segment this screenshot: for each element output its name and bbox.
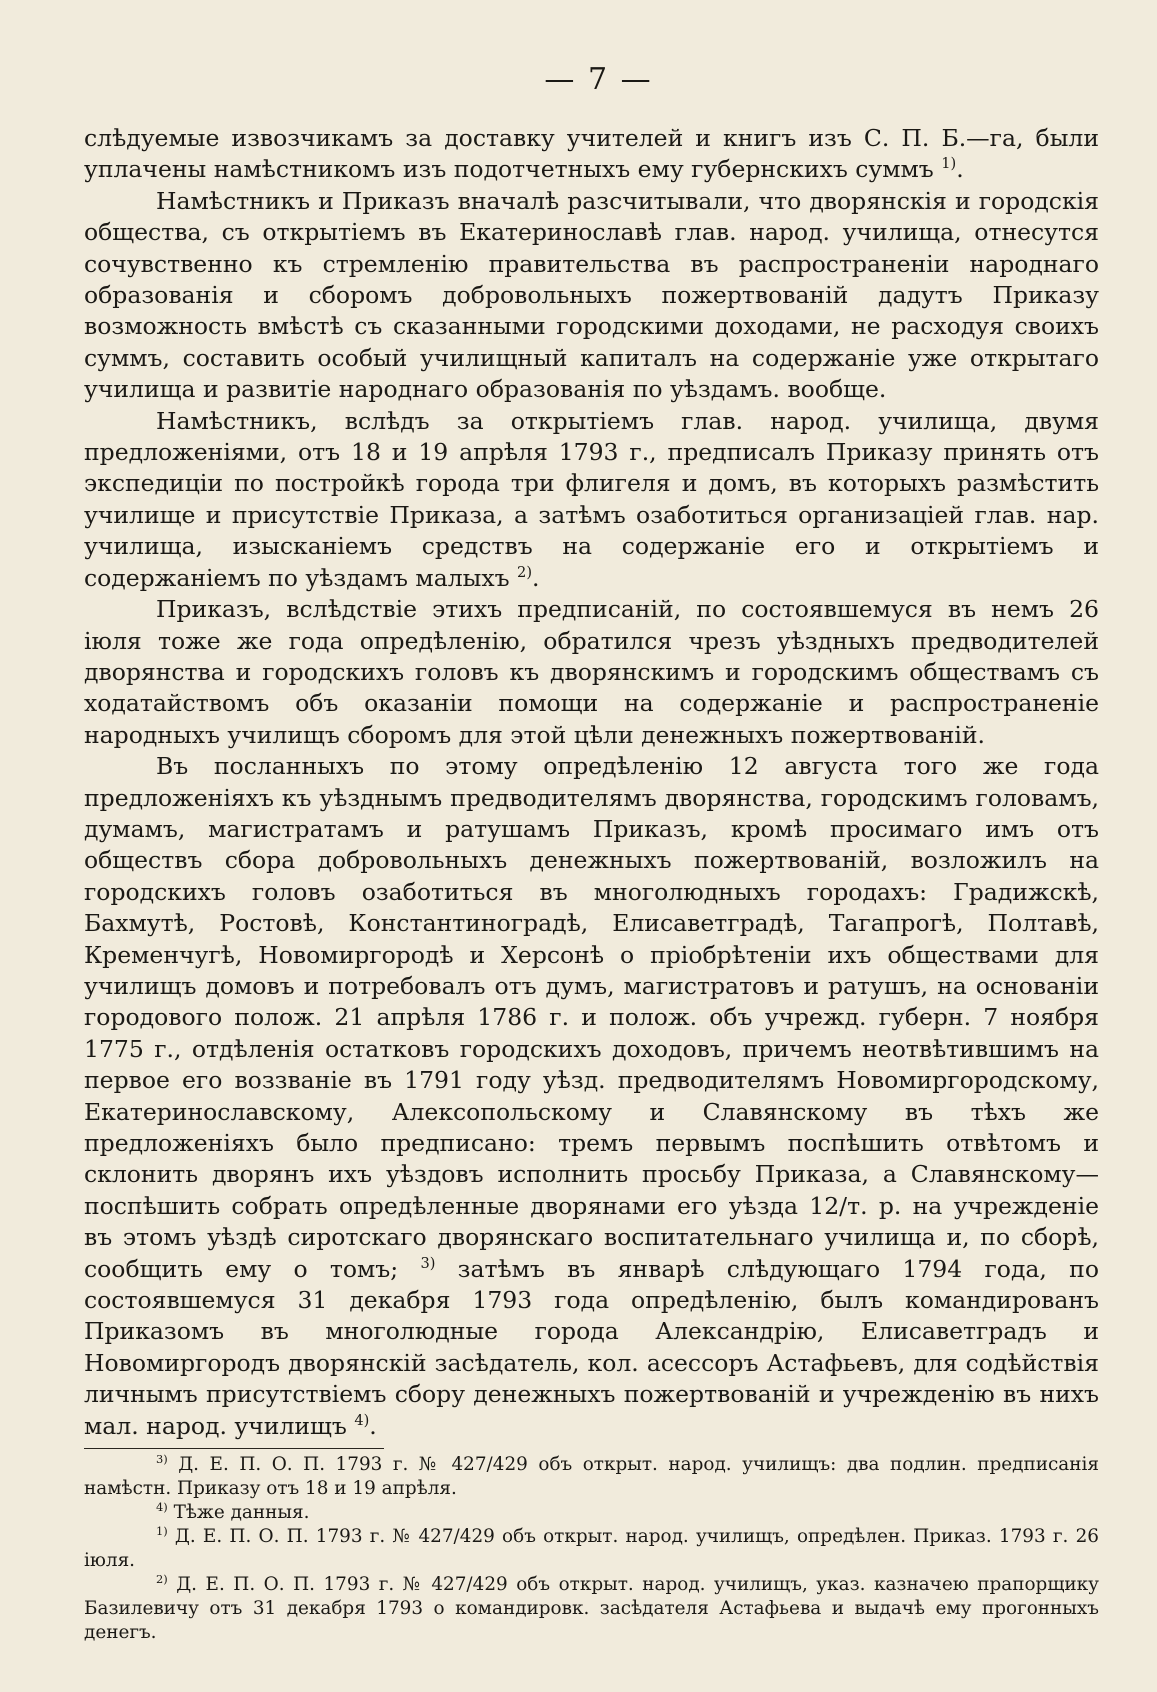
paragraph-1: слѣдуемые извозчикамъ за доставку учителей и книгъ изъ С. П. Б.—га, были уплачены намѣстникомъ изъ подотчетныхъ ему губернскихъ суммъ $^{1)}$.: [84, 124, 1099, 184]
paragraph-1-text: слѣдуемые извозчикамъ за доставку учителей и книгъ изъ С. П. Б.—га, были уплачены намѣстникомъ изъ подотчетныхъ ему губернскихъ суммъ: [84, 124, 1099, 184]
footnote-text: Д. Е. П. О. П. 1793 г. № 427/429 объ открыт. народ. училищъ: два подлин. предписанія намѣстн. Приказу отъ 18 и 19 апрѣля.: [84, 1454, 1099, 1500]
footnote-divider: [84, 1448, 384, 1449]
footnote: [84, 1525, 1099, 1573]
footnote: [84, 1453, 1099, 1501]
footnote-text: Д. Е. П. О. П. 1793 г. № 427/429 объ открыт. народ. училищъ, указ. казначею прапорщику Базилевичу отъ 31 декабря 1793 о командировк. засѣдателя Астафьева и выдачѣ ему прогонныхъ денегъ.: [84, 1574, 1099, 1644]
paragraph-3: Намѣстникъ, вслѣдъ за открытіемъ глав. народ. училища, двумя предложеніями, отъ 18 и 19 апрѣля 1793 г., предписалъ Приказу принять отъ экспедиціи по постройкѣ города три флигеля и домъ, въ которыхъ размѣстить училище и присутствіе Приказа, а затѣмъ озаботиться организаціей глав. нар. училища, изысканіемъ средствъ на содержаніе его и открытіемъ и содержаніемъ по уѣздамъ малыхъ $^{2)}$.: [84, 406, 1099, 592]
footnote-ref-1: 1): [941, 155, 957, 173]
footnote-mark: 3): [156, 1451, 168, 1466]
footnote: [84, 1501, 1099, 1525]
page-number: — 7 —: [544, 62, 653, 97]
paragraph-3-text: Намѣстникъ, вслѣдъ за открытіемъ глав. народ. училища, двумя предложеніями, отъ 18 и 19 апрѣля 1793 г., предписалъ Приказу принять отъ экспедиціи по постройкѣ города три флигеля и домъ, въ которыхъ размѣстить училище и присутствіе Приказа, а затѣмъ озаботиться организаціей глав. нар. училища, изысканіемъ средствъ на содержаніе его и открытіемъ и содержаніемъ по уѣздамъ малыхъ: [84, 406, 1099, 592]
paragraph-5: Въ посланныхъ по этому опредѣленію 12 августа того же года предложеніяхъ къ уѣзднымъ предводителямъ дворянства, городскимъ головамъ, думамъ, магистратамъ и ратушамъ Приказъ, кромѣ просимаго имъ отъ обществъ сбора добровольныхъ денежныхъ пожертвованій, возложилъ на городскихъ головъ озаботиться въ многолюдныхъ городахъ: Градижскѣ, Бахмутѣ, Ростовѣ, Константиноградѣ, Елисаветградѣ, Тагапрогѣ, Полтавѣ, Кременчугѣ, Новомиргородѣ и Херсонѣ о пріобрѣтеніи ихъ обществами для училищъ домовъ и потребовалъ отъ думъ, магистратовъ и ратушъ, на основаніи городового полож. 21 апрѣля 1786 г. и полож. объ учрежд. губерн. 7 ноября 1775 г., отдѣленія остатковъ городскихъ доходовъ, причемъ неотвѣтившимъ на первое его воззваніе въ 1791 году уѣзд. предводителямъ Новомиргородскому, Екатеринославскому, Алексопольскому и Славянскому въ тѣхъ же предложеніяхъ было предписано: тремъ первымъ поспѣшить отвѣтомъ и склонить дворянъ ихъ уѣздовъ исполнить просьбу Приказа, а Славянскому—поспѣшить собрать опредѣленные дворянами его уѣзда 12/т. р. на учрежденіе въ этомъ уѣздѣ сиротскаго дворянскаго воспитательнаго училища и, по сборѣ, сообщить ему о томъ; $^{3)}$ затѣмъ въ январѣ слѣдующаго 1794 года, по состоявшемуся 31 декабря 1793 года опредѣленію, былъ командированъ Приказомъ въ многолюдные города Александрію, Елисаветградъ и Новомиргородъ дворянскій засѣдатель, кол. асессоръ Астафьевъ, для содѣйствія личнымъ присутствіемъ сбору денежныхъ пожертвованій и учрежденію въ нихъ мал. народ. училищъ $^{4)}$.: [84, 752, 1099, 1440]
footnote-mark: 2): [156, 1571, 168, 1586]
footnote-text: Тѣже данныя.: [173, 1502, 310, 1524]
footnote-ref-3: 3): [420, 1254, 436, 1272]
footnote-text: Д. Е. П. О. П. 1793 г. № 427/429 объ открыт. народ. училищъ, опредѣлен. Приказ. 1793 г. 26 іюля.: [84, 1526, 1099, 1572]
paragraph-4: Приказъ, вслѣдствіе этихъ предписаній, по состоявшемуся въ немъ 26 іюля тоже же года опредѣленію, обратился чрезъ уѣздныхъ предводителей дворянства и городскихъ головъ къ дворянскимъ и городскимъ обществамъ съ ходатайствомъ объ оказаніи помощи на содержаніе и распространеніе народныхъ училищъ сборомъ для этой цѣли денежныхъ пожертвованій.: [84, 595, 1099, 749]
footnotes: [84, 1453, 1099, 1645]
footnote-ref-4: 4): [354, 1411, 370, 1429]
paragraph-5-continuation: затѣмъ въ январѣ слѣдующаго 1794 года, по состоявшемуся 31 декабря 1793 года опредѣленію, былъ командированъ Приказомъ въ многолюдные города Александрію, Елисаветградъ и Новомиргородъ дворянскій засѣдатель, кол. асессоръ Астафьевъ, для содѣйствія личнымъ присутствіемъ сбору денежныхъ пожертвованій и учрежденію въ нихъ мал. народ. училищъ: [84, 1254, 1099, 1440]
body-text: [84, 123, 1099, 1442]
footnote: [84, 1573, 1099, 1645]
paragraph-2: Намѣстникъ и Приказъ вначалѣ разсчитывали, что дворянскія и городскія общества, съ открытіемъ въ Екатеринославѣ глав. народ. училища, отнесутся сочувственно къ стремленію правительства въ распространеніи народнаго образованія и сборомъ добровольныхъ пожертвованій дадутъ Приказу возможность вмѣстѣ съ сказанными городскими доходами, не расходуя своихъ суммъ, составить особый училищный капиталъ на содержаніе уже открытаго училища и развитіе народнаго образованія по уѣздамъ. вообще.: [84, 186, 1099, 404]
footnote-mark: 4): [156, 1499, 168, 1514]
paragraph-5-text: Въ посланныхъ по этому опредѣленію 12 августа того же года предложеніяхъ къ уѣзднымъ предводителямъ дворянства, городскимъ головамъ, думамъ, магистратамъ и ратушамъ Приказъ, кромѣ просимаго имъ отъ обществъ сбора добровольныхъ денежныхъ пожертвованій, возложилъ на городскихъ головъ озаботиться въ многолюдныхъ городахъ: Градижскѣ, Бахмутѣ, Ростовѣ, Константиноградѣ, Елисаветградѣ, Тагапрогѣ, Полтавѣ, Кременчугѣ, Новомиргородѣ и Херсонѣ о пріобрѣтеніи ихъ обществами для училищъ домовъ и потребовалъ отъ думъ, магистратовъ и ратушъ, на основаніи городового полож. 21 апрѣля 1786 г. и полож. объ учрежд. губерн. 7 ноября 1775 г., отдѣленія остатковъ городскихъ доходовъ, причемъ неотвѣтившимъ на первое его воззваніе въ 1791 году уѣзд. предводителямъ Новомиргородскому, Екатеринославскому, Алексопольскому и Славянскому въ тѣхъ же предложеніяхъ было предписано: тремъ первымъ поспѣшить отвѣтомъ и склонить дворянъ ихъ уѣздовъ исполнить просьбу Приказа, а Славянскому—поспѣшить собрать опредѣленные дворянами его уѣзда 12/т. р. на учрежденіе въ этомъ уѣздѣ сиротскаго дворянскаго воспитательнаго училища и, по сборѣ, сообщить ему о томъ;: [84, 752, 1099, 1283]
footnote-mark: 1): [156, 1523, 168, 1538]
footnote-ref-2: 2): [517, 563, 532, 581]
